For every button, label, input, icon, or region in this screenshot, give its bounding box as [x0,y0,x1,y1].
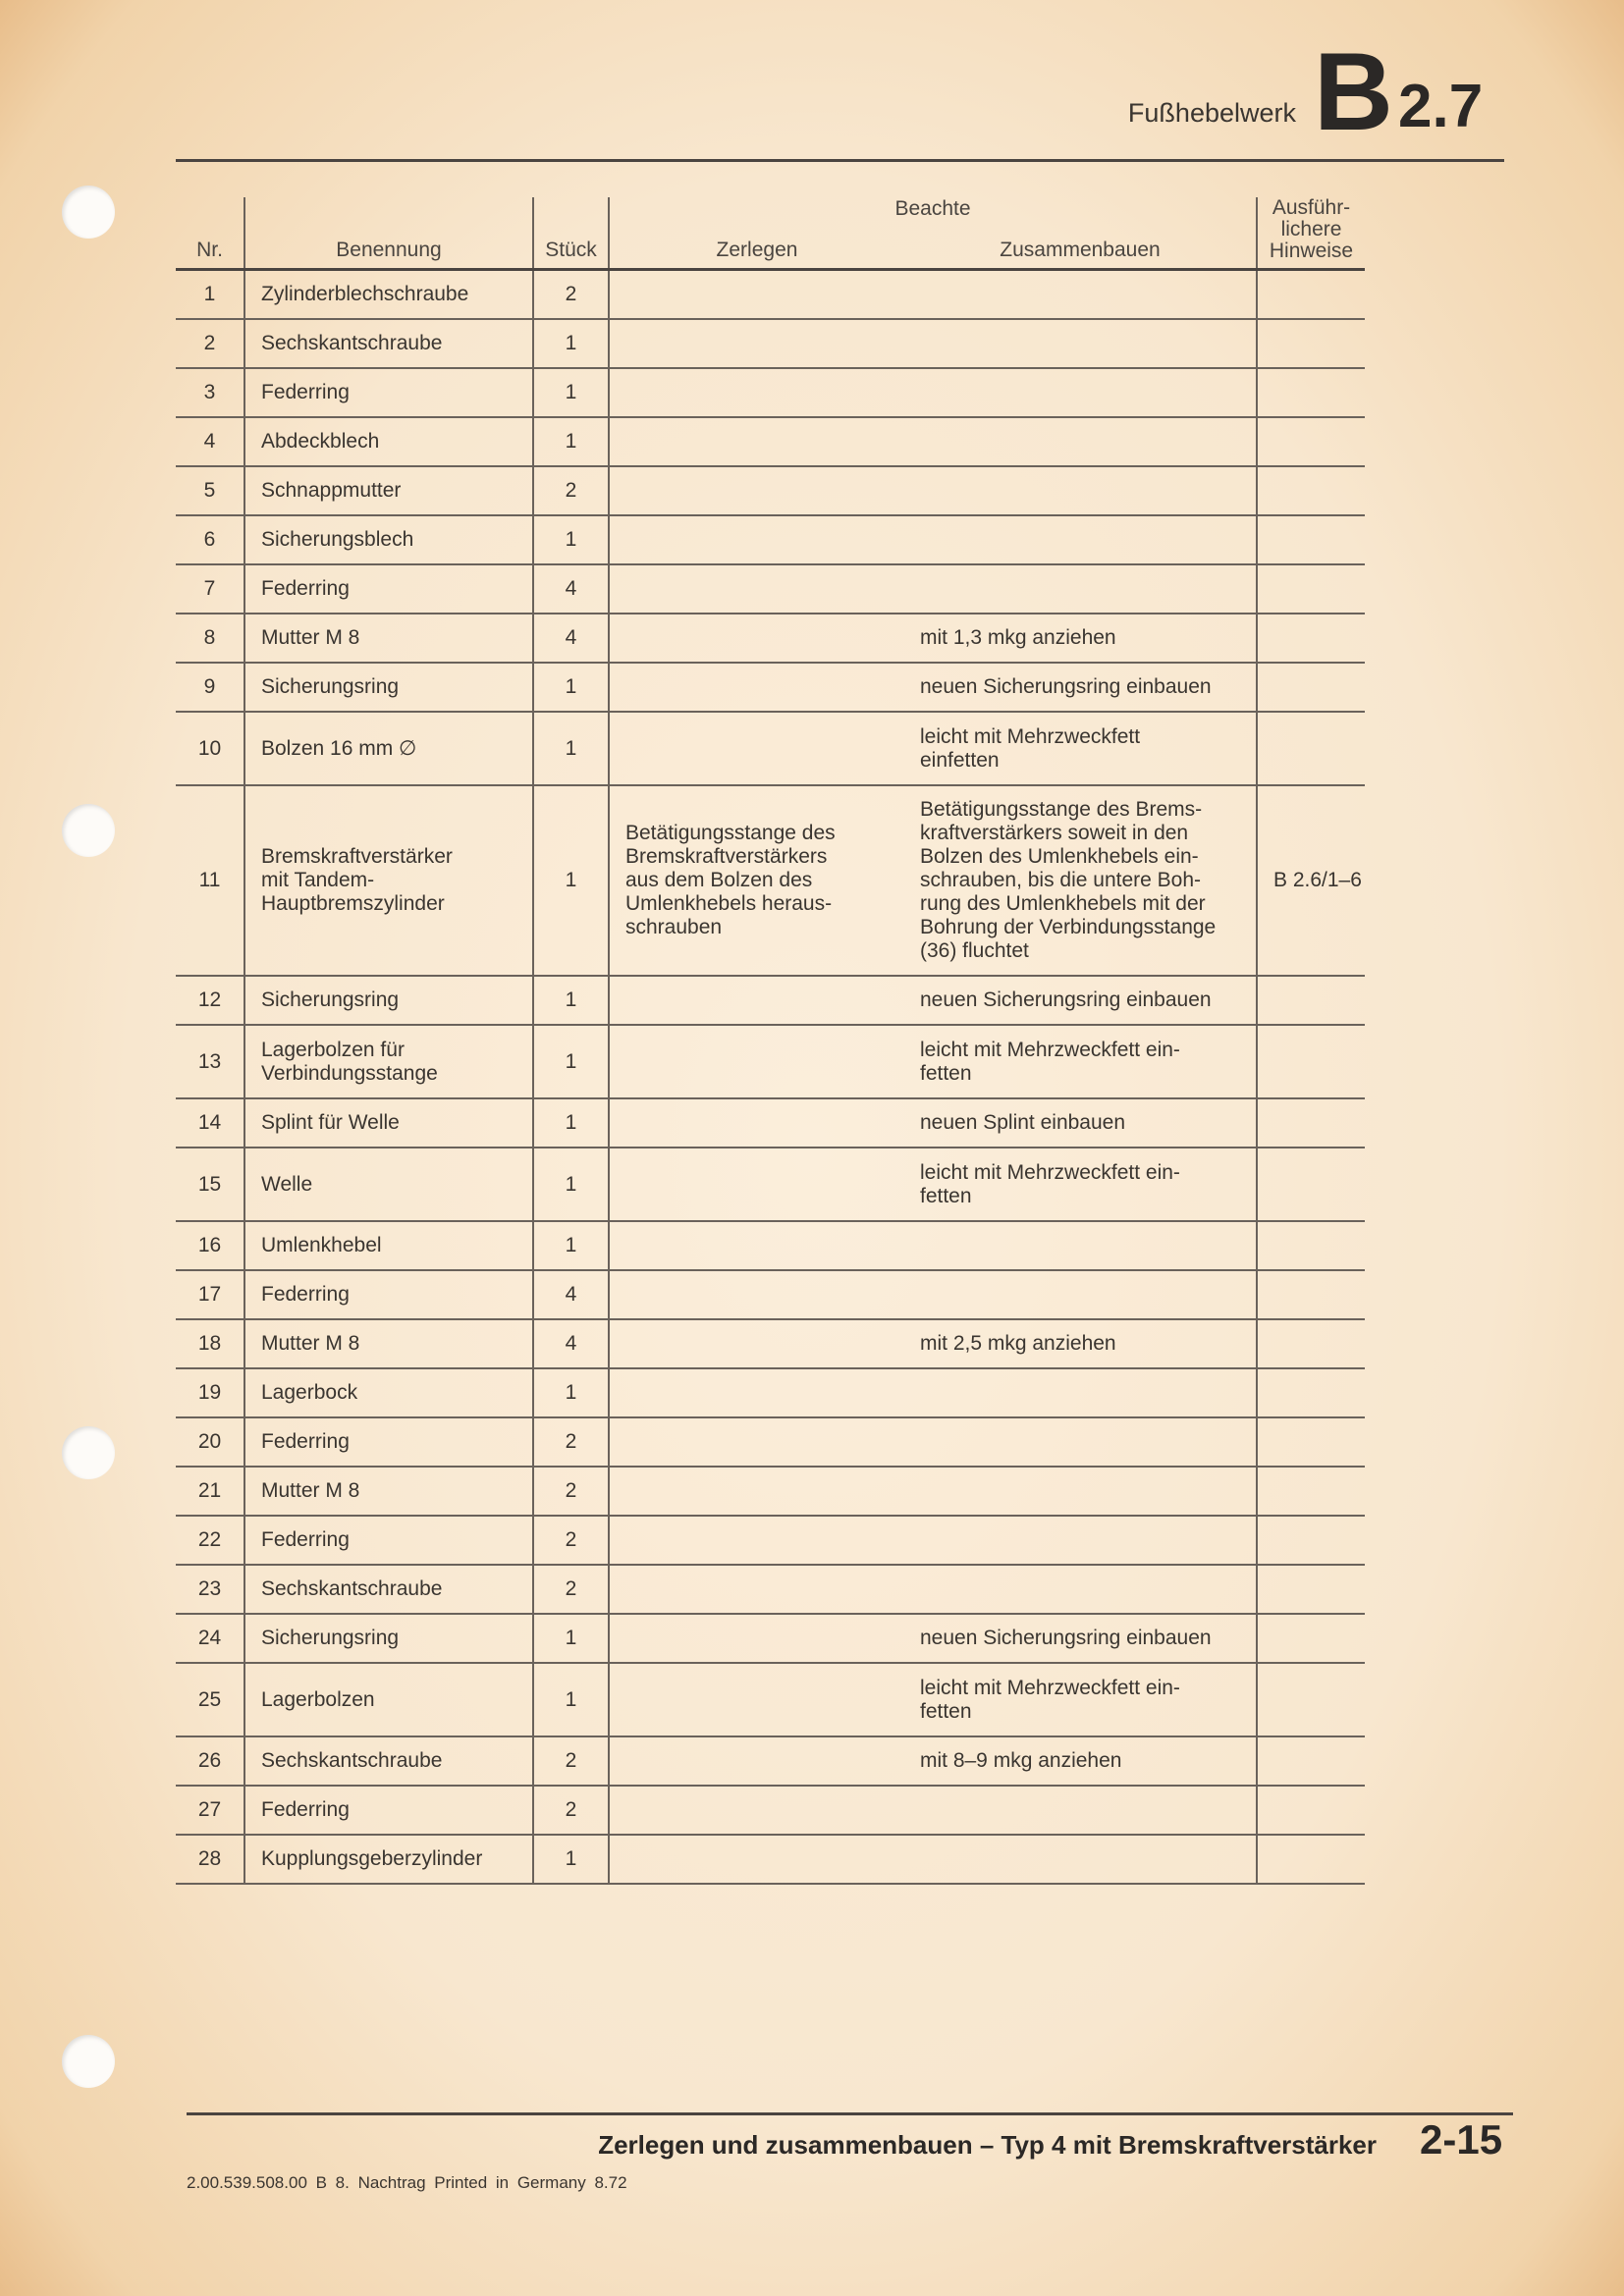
cell-stueck: 1 [533,368,609,417]
cell-nr: 27 [176,1786,244,1835]
cell-zusammenbauen: mit 1,3 mkg anziehen [908,614,1257,663]
table-row [176,1786,1365,1835]
cell-nr: 23 [176,1565,244,1614]
cell-hinweise [1257,1565,1365,1614]
cell-benennung: Sechskantschraube [244,319,533,368]
cell-zerlegen [609,614,908,663]
cell-nr: 26 [176,1736,244,1786]
cell-zusammenbauen [908,1467,1257,1516]
cell-nr: 18 [176,1319,244,1368]
cell-hinweise [1257,417,1365,466]
cell-nr: 8 [176,614,244,663]
cell-zusammenbauen [908,1835,1257,1884]
cell-benennung: Kupplungsgeberzylinder [244,1835,533,1884]
cell-zerlegen [609,1221,908,1270]
cell-zerlegen [609,1025,908,1098]
cell-benennung: Lagerbolzen für Verbindungsstange [244,1025,533,1098]
cell-zusammenbauen: leicht mit Mehrzweckfett ein- fetten [908,1663,1257,1736]
table-row [176,976,1365,1025]
cell-zerlegen [609,1786,908,1835]
table-row [176,1835,1365,1884]
cell-nr: 6 [176,515,244,564]
cell-hinweise [1257,1835,1365,1884]
cell-zerlegen [609,1736,908,1786]
cell-zerlegen [609,663,908,712]
cell-hinweise [1257,1025,1365,1098]
cell-hinweise: B 2.6/1–6 [1257,785,1365,976]
cell-zusammenbauen: leicht mit Mehrzweckfett ein- fetten [908,1148,1257,1221]
table-row [176,614,1365,663]
cell-stueck: 2 [533,1516,609,1565]
header-beachte [609,197,1257,270]
cell-benennung: Mutter M 8 [244,614,533,663]
cell-benennung: Umlenkhebel [244,1221,533,1270]
cell-benennung: Federring [244,368,533,417]
header-stueck: Stück [533,197,609,270]
cell-stueck: 1 [533,1025,609,1098]
header-zerlegen: Zerlegen [716,239,798,261]
cell-stueck: 1 [533,712,609,785]
table-row [176,417,1365,466]
cell-benennung: Abdeckblech [244,417,533,466]
header-rule [176,159,1504,162]
cell-stueck: 1 [533,1663,609,1736]
table-row [176,1368,1365,1417]
cell-stueck: 1 [533,663,609,712]
table-row [176,564,1365,614]
table-row [176,1270,1365,1319]
cell-zusammenbauen: neuen Sicherungsring einbauen [908,976,1257,1025]
cell-benennung: Federring [244,1516,533,1565]
footer-title: Zerlegen und zusammenbauen – Typ 4 mit Bremskraftverstärker [598,2130,1377,2160]
cell-nr: 1 [176,270,244,320]
cell-benennung: Mutter M 8 [244,1467,533,1516]
cell-zusammenbauen: neuen Splint einbauen [908,1098,1257,1148]
cell-benennung: Schnappmutter [244,466,533,515]
cell-zerlegen [609,712,908,785]
cell-zusammenbauen: mit 2,5 mkg anziehen [908,1319,1257,1368]
cell-hinweise [1257,368,1365,417]
cell-stueck: 1 [533,1835,609,1884]
cell-hinweise [1257,1148,1365,1221]
table-row [176,1417,1365,1467]
cell-zusammenbauen [908,1417,1257,1467]
cell-zusammenbauen [908,466,1257,515]
cell-zerlegen [609,1614,908,1663]
header-hinweise: Ausführ- lichere Hinweise [1257,197,1365,270]
cell-benennung: Sicherungsring [244,1614,533,1663]
cell-benennung: Sicherungsring [244,976,533,1025]
table-row [176,1736,1365,1786]
section-letter: B [1314,30,1393,153]
section-number: 2.7 [1398,73,1484,140]
header-beachte-label: Beachte [894,197,971,220]
section-title: Fußhebelwerk [1127,98,1296,128]
cell-nr: 5 [176,466,244,515]
cell-zerlegen [609,1663,908,1736]
cell-zerlegen [609,1148,908,1221]
cell-hinweise [1257,663,1365,712]
cell-stueck: 4 [533,564,609,614]
header-benennung: Benennung [244,197,533,270]
cell-hinweise [1257,1221,1365,1270]
cell-zusammenbauen [908,417,1257,466]
cell-zusammenbauen [908,270,1257,320]
cell-stueck: 2 [533,270,609,320]
table-row [176,270,1365,320]
cell-benennung: Bolzen 16 mm ∅ [244,712,533,785]
cell-benennung: Federring [244,1786,533,1835]
cell-benennung: Lagerbolzen [244,1663,533,1736]
cell-zusammenbauen: Betätigungsstange des Brems- kraftverstärkers soweit in den Bolzen des Umlenkhebels ein- schrauben, bis die untere Boh- rung des Umlenkhebels mit der Bohrung der Verbindungsstange (36) fluchtet [908,785,1257,976]
cell-zerlegen [609,270,908,320]
cell-stueck: 2 [533,1417,609,1467]
cell-benennung: Welle [244,1148,533,1221]
header-nr: Nr. [196,239,223,261]
table-row [176,319,1365,368]
cell-nr: 14 [176,1098,244,1148]
cell-zusammenbauen: leicht mit Mehrzweckfett ein- fetten [908,1025,1257,1098]
table-row [176,1516,1365,1565]
cell-benennung: Sechskantschraube [244,1736,533,1786]
cell-stueck: 4 [533,1319,609,1368]
table-row [176,663,1365,712]
cell-zerlegen [609,417,908,466]
cell-zerlegen [609,1098,908,1148]
cell-nr: 4 [176,417,244,466]
cell-nr: 24 [176,1614,244,1663]
cell-benennung: Bremskraftverstärker mit Tandem- Hauptbremszylinder [244,785,533,976]
cell-zerlegen [609,1368,908,1417]
cell-zusammenbauen: neuen Sicherungsring einbauen [908,663,1257,712]
cell-stueck: 2 [533,466,609,515]
cell-stueck: 2 [533,1467,609,1516]
punch-hole [62,2035,115,2088]
table-row [176,1319,1365,1368]
cell-hinweise [1257,614,1365,663]
cell-stueck: 1 [533,1098,609,1148]
header-zusammenbauen: Zusammenbauen [1000,239,1161,261]
cell-stueck: 4 [533,1270,609,1319]
cell-stueck: 1 [533,1368,609,1417]
cell-nr: 10 [176,712,244,785]
cell-stueck: 2 [533,1565,609,1614]
cell-hinweise [1257,1098,1365,1148]
cell-hinweise [1257,1614,1365,1663]
cell-zerlegen [609,1516,908,1565]
cell-zerlegen: Betätigungsstange des Bremskraftverstärkers aus dem Bolzen des Umlenkhebels heraus- schrauben [609,785,908,976]
cell-zerlegen [609,1417,908,1467]
cell-nr: 21 [176,1467,244,1516]
cell-zerlegen [609,1565,908,1614]
cell-hinweise [1257,976,1365,1025]
cell-zusammenbauen: leicht mit Mehrzweckfett einfetten [908,712,1257,785]
cell-zerlegen [609,1835,908,1884]
cell-hinweise [1257,466,1365,515]
cell-hinweise [1257,1516,1365,1565]
cell-zusammenbauen [908,1368,1257,1417]
cell-zerlegen [609,976,908,1025]
cell-hinweise [1257,712,1365,785]
cell-nr: 13 [176,1025,244,1098]
punch-hole [62,1426,115,1479]
cell-zerlegen [609,1270,908,1319]
cell-zusammenbauen [908,564,1257,614]
cell-hinweise [1257,1368,1365,1417]
table-row [176,1025,1365,1098]
cell-hinweise [1257,270,1365,320]
cell-benennung: Sicherungsblech [244,515,533,564]
cell-zerlegen [609,1467,908,1516]
table-row [176,515,1365,564]
table-header [176,197,1365,270]
cell-nr: 2 [176,319,244,368]
cell-benennung: Zylinderblechschraube [244,270,533,320]
cell-hinweise [1257,1467,1365,1516]
punch-hole [62,186,115,239]
cell-stueck: 2 [533,1736,609,1786]
table-row [176,1221,1365,1270]
cell-stueck: 1 [533,515,609,564]
cell-stueck: 1 [533,976,609,1025]
cell-benennung: Sicherungsring [244,663,533,712]
footer-rule [187,2112,1513,2115]
cell-hinweise [1257,319,1365,368]
cell-benennung: Sechskantschraube [244,1565,533,1614]
cell-hinweise [1257,1786,1365,1835]
page-number: 2-15 [1420,2116,1503,2163]
cell-zusammenbauen [908,1221,1257,1270]
cell-hinweise [1257,1417,1365,1467]
cell-stueck: 1 [533,319,609,368]
cell-zusammenbauen [908,1565,1257,1614]
table-row [176,712,1365,785]
cell-zusammenbauen [908,1270,1257,1319]
cell-zusammenbauen: mit 8–9 mkg anziehen [908,1736,1257,1786]
cell-zerlegen [609,368,908,417]
cell-nr: 12 [176,976,244,1025]
cell-nr: 11 [176,785,244,976]
cell-benennung: Lagerbock [244,1368,533,1417]
cell-zusammenbauen [908,515,1257,564]
cell-nr: 3 [176,368,244,417]
cell-hinweise [1257,1663,1365,1736]
cell-benennung: Federring [244,564,533,614]
cell-hinweise [1257,515,1365,564]
cell-zusammenbauen [908,368,1257,417]
cell-nr: 20 [176,1417,244,1467]
cell-benennung: Federring [244,1417,533,1467]
cell-stueck: 1 [533,1614,609,1663]
table-row [176,1467,1365,1516]
cell-stueck: 1 [533,785,609,976]
cell-hinweise [1257,1319,1365,1368]
cell-zerlegen [609,319,908,368]
cell-stueck: 1 [533,417,609,466]
parts-table [176,197,1365,1885]
cell-stueck: 4 [533,614,609,663]
cell-nr: 19 [176,1368,244,1417]
cell-stueck: 2 [533,1786,609,1835]
cell-zusammenbauen [908,1516,1257,1565]
cell-nr: 25 [176,1663,244,1736]
cell-nr: 28 [176,1835,244,1884]
punch-hole [62,804,115,857]
cell-zerlegen [609,564,908,614]
cell-benennung: Mutter M 8 [244,1319,533,1368]
table-row [176,1663,1365,1736]
cell-hinweise [1257,1736,1365,1786]
print-code: 2.00.539.508.00 B 8. Nachtrag Printed in Germany 8.72 [187,2173,627,2192]
cell-benennung: Splint für Welle [244,1098,533,1148]
cell-hinweise [1257,1270,1365,1319]
cell-stueck: 1 [533,1148,609,1221]
cell-stueck: 1 [533,1221,609,1270]
cell-zusammenbauen [908,319,1257,368]
cell-zusammenbauen: neuen Sicherungsring einbauen [908,1614,1257,1663]
cell-zusammenbauen [908,1786,1257,1835]
cell-nr: 16 [176,1221,244,1270]
table-row [176,785,1365,976]
cell-hinweise [1257,564,1365,614]
table-row [176,1565,1365,1614]
table-row [176,1098,1365,1148]
cell-nr: 7 [176,564,244,614]
cell-benennung: Federring [244,1270,533,1319]
cell-nr: 17 [176,1270,244,1319]
cell-nr: 15 [176,1148,244,1221]
cell-nr: 22 [176,1516,244,1565]
table-row [176,368,1365,417]
cell-nr: 9 [176,663,244,712]
cell-zerlegen [609,515,908,564]
table-row [176,466,1365,515]
table-row [176,1148,1365,1221]
table-row [176,1614,1365,1663]
cell-zerlegen [609,466,908,515]
cell-zerlegen [609,1319,908,1368]
